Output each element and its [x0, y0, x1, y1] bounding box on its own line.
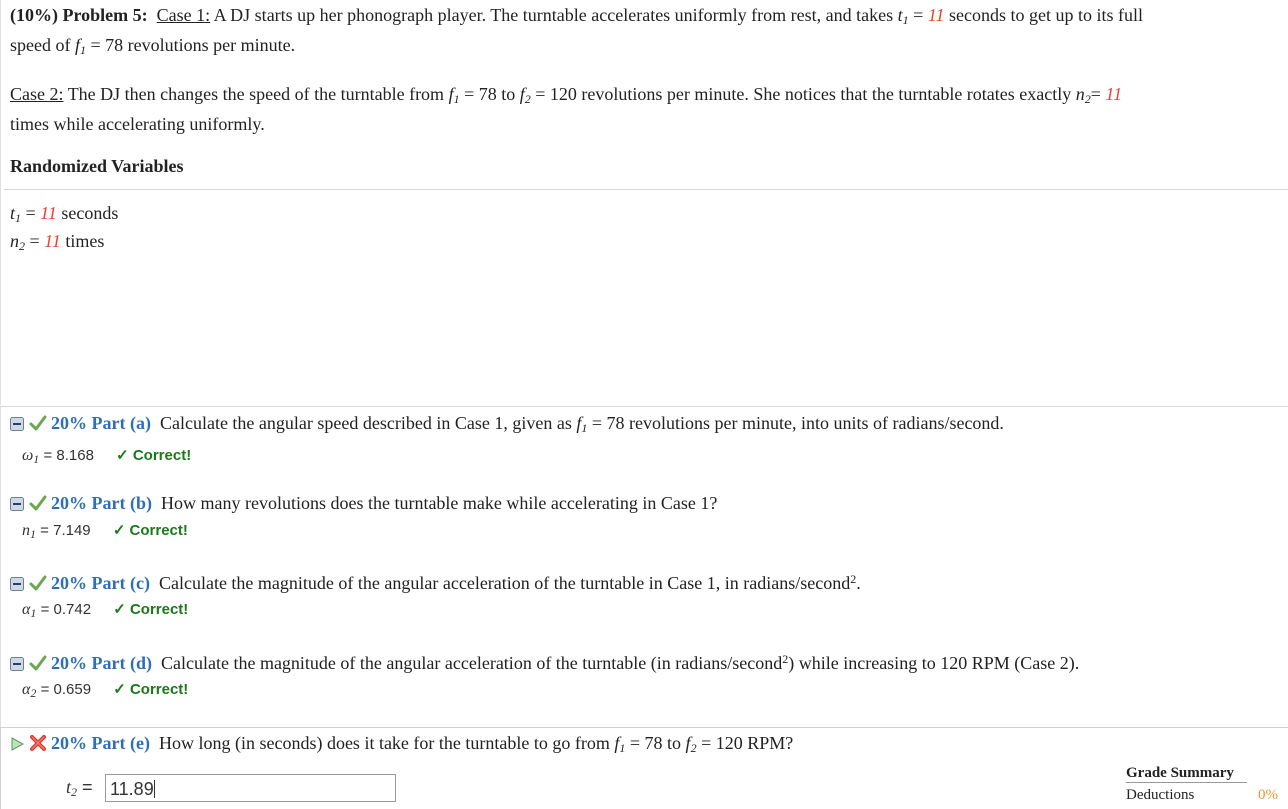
deductions-label: Deductions: [1126, 787, 1195, 803]
alpha1-symbol: $\alpha_1$: [22, 601, 37, 620]
case1-text-c: speed of: [10, 35, 71, 55]
collapse-icon[interactable]: [10, 573, 24, 587]
t2-label: $t_2$ =: [66, 777, 93, 799]
part-d-title: 20% Part (d): [51, 653, 152, 673]
f1-symbol: $f_1$: [576, 413, 588, 435]
problem-label: Problem 5:: [62, 5, 148, 25]
correct-badge: ✓ Correct!: [113, 681, 189, 698]
f1-value: = 78 revolutions per minute.: [90, 35, 296, 55]
part-e-question-tail: = 120 RPM?: [701, 733, 794, 753]
case2-statement: Case 2: The DJ then changes the speed of the turntable from $f_1 = 78$ to $f_2 = 120$ revolutions per minute. She notices that the turntable rotates exactly $n_2= 11$ times while accelerating uniformly.: [10, 84, 1123, 134]
text-cursor: [154, 780, 155, 798]
part-b-answer-value: = 7.149: [40, 522, 91, 539]
f1-symbol: $f_1$: [614, 733, 626, 755]
part-e-question-mid: = 78 to: [629, 733, 682, 753]
randomized-heading: Randomized Variables: [10, 156, 184, 176]
part-e-question: How long (in seconds) does it take for the turntable to go from: [158, 733, 610, 753]
case1-label: Case 1:: [156, 5, 211, 25]
part-a-question: Calculate the angular speed described in Case 1, given as: [159, 413, 572, 433]
alpha2-symbol: $\alpha_2$: [22, 681, 37, 700]
problem-statement: (10%) Problem 5: Case 1: A DJ starts up her phonograph player. The turntable accelerates uniformly from rest, and takes $t_1 = 11$ seconds to get up to its full speed of $f_1 = 78$ revolutions per minute.: [10, 5, 1143, 57]
randomized-var-n2: $n_2 = 11$ times: [10, 231, 105, 253]
part-a-title: 20% Part (a): [51, 413, 151, 433]
case1-text: A DJ starts up her phonograph player. The turntable accelerates uniformly from rest, and takes: [213, 5, 894, 25]
grade-summary-heading: Grade Summary: [1126, 765, 1247, 783]
t1-value: 11: [927, 5, 945, 25]
case1-text-b: seconds to get up to its full: [948, 5, 1143, 25]
part-d-answer-value: = 0.659: [40, 681, 92, 698]
collapse-icon[interactable]: [10, 413, 24, 427]
part-a-header: [10, 411, 1004, 437]
part-d-question: Calculate the magnitude of the angular acceleration of the turntable (in radians/second: [160, 653, 783, 673]
part-c-question: Calculate the magnitude of the angular acceleration of the turntable in Case 1, in radians/second: [158, 573, 851, 593]
part-c-header: 20% Part (c) Calculate the magnitude of the angular acceleration of the turntable in Case 1, in radians/second$^2$.: [10, 571, 861, 597]
part-a-answer-value: = 8.168: [43, 447, 94, 464]
part-e-header: [10, 731, 793, 757]
incorrect-x-icon: [29, 734, 47, 752]
part-d-question-tail: ) while increasing to 120 RPM (Case 2).: [788, 653, 1080, 673]
part-b-title: 20% Part (b): [51, 493, 152, 513]
randomized-var-t1: $t_1 = 11$ seconds: [10, 203, 119, 225]
part-b-answer: [22, 521, 188, 540]
deductions-value: 0%: [1258, 787, 1278, 803]
check-icon: [29, 654, 47, 672]
expand-arrow-icon[interactable]: [10, 733, 24, 747]
n1-symbol: $n_1$: [22, 522, 36, 541]
correct-badge: ✓ Correct!: [112, 522, 188, 539]
case2-label: Case 2:: [10, 84, 64, 104]
n2-value: 11: [1105, 84, 1123, 104]
part-a-answer: [22, 446, 191, 465]
case2-text-b: times while accelerating uniformly.: [10, 114, 265, 134]
check-icon: [29, 414, 47, 432]
panel-border: [0, 407, 1, 727]
part-d-answer: [22, 680, 188, 699]
part-b-header: [10, 491, 717, 515]
part-a-question-tail: = 78 revolutions per minute, into units of radians/second.: [591, 413, 1004, 433]
omega1-symbol: $\omega_1$: [22, 447, 40, 466]
t2-answer-input[interactable]: [105, 774, 396, 802]
part-b-question: How many revolutions does the turntable make while accelerating in Case 1?: [160, 493, 718, 513]
part-c-answer-value: = 0.742: [40, 601, 92, 618]
case2-f1: = 78 to: [464, 84, 516, 104]
divider: [4, 189, 1288, 190]
part-e-title: 20% Part (e): [51, 733, 150, 753]
f2-symbol: $f_2$: [685, 733, 697, 755]
f1-symbol: $f_1$: [74, 35, 86, 57]
part-c-answer: [22, 600, 188, 619]
part-c-question-tail: .: [856, 573, 861, 593]
t1-symbol: $t_1$: [897, 5, 909, 27]
f2-symbol: $f_2$: [519, 84, 531, 106]
panel-border: [0, 0, 1, 405]
n2-symbol: $n_2$: [1075, 84, 1091, 106]
divider: [0, 406, 1288, 407]
check-icon: [29, 494, 47, 512]
correct-badge: ✓ Correct!: [116, 447, 192, 464]
correct-badge: ✓ Correct!: [113, 601, 189, 618]
collapse-icon[interactable]: [10, 493, 24, 507]
problem-weight: (10%): [10, 5, 58, 25]
collapse-icon[interactable]: [10, 653, 24, 667]
case2-text: The DJ then changes the speed of the turntable from: [67, 84, 445, 104]
check-icon: [29, 574, 47, 592]
case2-f2: = 120 revolutions per minute. She notices that the turntable rotates exactly: [535, 84, 1072, 104]
f1-symbol: $f_1$: [448, 84, 460, 106]
part-d-header: 20% Part (d) Calculate the magnitude of the angular acceleration of the turntable (in radians/second$^2$) while increasing to 120 RPM (Case 2).: [10, 651, 1079, 677]
t2-input-value: 11.89: [110, 779, 154, 799]
part-c-title: 20% Part (c): [51, 573, 150, 593]
